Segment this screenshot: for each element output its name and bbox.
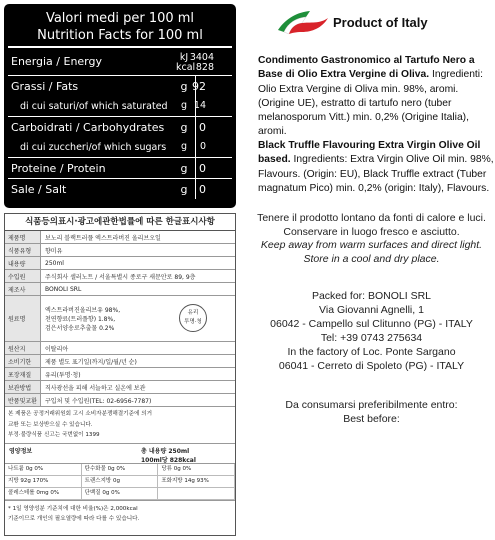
packer-line-5: In the factory of Loc. Ponte Sargano (287, 346, 456, 358)
nutrition-row-protein (4, 158, 236, 178)
nutrition-title-en: Nutrition Facts for 100 ml (37, 28, 203, 43)
product-name-en: Black Truffle Flavouring Extra Virgin Olive Oil based. (258, 140, 481, 166)
carbohydrates-value: 0 (199, 121, 206, 134)
energy-value-kcal: 828 (195, 62, 214, 73)
korean-value: 이탈리아 (45, 345, 69, 353)
korean-footnote-line: * 1일 영양성분 기준치에 대한 비율(%)은 2,000kcal (8, 505, 138, 512)
protein-unit: g (180, 162, 188, 175)
nutrition-row-salt (4, 179, 236, 199)
product-of-italy-text: Product of Italy (333, 15, 428, 30)
korean-notice-line: 교환 또는 보상받으실 수 있습니다. (8, 421, 93, 428)
recycle-mark-color: 투명·청 (184, 319, 202, 325)
korean-row-importer (5, 270, 235, 283)
carbohydrates-label: Carboidrati / Carbohydrates (11, 121, 165, 134)
korean-label-table (4, 213, 236, 536)
korean-nutrition-cell: 단백질 0g 0% (82, 488, 159, 500)
korean-label-title: 식품등의표시·광고에관한법률에 따른 한글표시사항 (5, 214, 235, 231)
korean-row-packaging (5, 368, 235, 381)
korean-nutrition-cell: 콜레스테롤 0mg 0% (5, 488, 82, 500)
korean-value: 보노리 블랙트러플 엑스트라버진 올리브오일 (45, 234, 161, 242)
italian-flag-icon (276, 6, 332, 42)
korean-ingredient: 천연향료(트러플향) 1.8%, (45, 316, 116, 323)
fats-unit: g (180, 80, 188, 93)
korean-key: 제조사 (5, 283, 41, 295)
korean-key: 보관방법 (5, 381, 41, 393)
nutrition-row-energy (4, 51, 236, 75)
korean-key: 원산지 (5, 342, 41, 354)
korean-key: 내용량 (5, 257, 41, 269)
korean-row-storage (5, 381, 235, 394)
protein-label: Proteine / Protein (11, 162, 106, 175)
nutrition-row-carbohydrates (4, 117, 236, 137)
energy-value-kj: 3404 (189, 52, 214, 63)
korean-nutrition-header (5, 444, 235, 464)
korean-ingredient: 검은서양송로추출물 0.2% (45, 325, 115, 332)
korean-nutrition-cell: 트랜스지방 0g (82, 476, 159, 488)
storage-instructions (248, 212, 495, 266)
korean-row-expiry (5, 355, 235, 368)
packer-line-2: Via Giovanni Agnelli, 1 (319, 304, 424, 316)
packer-info (248, 289, 495, 373)
packer-line-6: 06041 - Cerreto di Spoleto (PG) - ITALY (278, 360, 465, 372)
korean-value: 유리(투명·청) (45, 371, 81, 379)
salt-unit: g (180, 183, 188, 196)
sugars-unit: g (180, 141, 188, 152)
korean-value: 향미유 (45, 247, 63, 255)
ingredients-en: Ingredients: Extra Virgin Olive Oil min. 98%, Flavours. (Origin: EU), Black Truffle extract (Tuber magnatum Pico) min. 0,2% (origin: Italy), Flavours. (258, 154, 494, 194)
korean-value: 250ml (45, 259, 64, 267)
fats-label: Grassi / Fats (11, 80, 79, 93)
salt-value: 0 (199, 183, 206, 196)
saturated-label: di cui saturi/of which saturated (20, 101, 168, 112)
product-of-italy-badge (276, 6, 486, 42)
korean-value: 구입처 및 수입원(TEL: 02-6956-7787) (45, 397, 152, 405)
korean-value: 직사광선을 피해 서늘하고 실온에 보관 (45, 384, 146, 392)
storage-it-2: Conservare in luogo fresco e asciutto. (283, 225, 460, 238)
saturated-value: 14 (193, 100, 206, 111)
packer-line-1: Packed for: BONOLI SRL (311, 290, 432, 302)
description-italian (258, 54, 494, 140)
korean-key: 반품및교환 (5, 394, 41, 406)
carbohydrates-unit: g (180, 121, 188, 134)
protein-value: 0 (199, 162, 206, 175)
sugars-label: di cui zuccheri/of which sugars (20, 142, 167, 153)
storage-en-1: Keep away from warm surfaces and direct light. (260, 239, 483, 251)
korean-nutrition-cell: 포화지방 14g 93% (158, 476, 235, 488)
korean-nutrition-cell (158, 488, 235, 500)
saturated-unit: g (180, 100, 188, 111)
packer-line-4: Tel: +39 0743 275634 (320, 332, 423, 344)
fats-value: 92 (192, 80, 206, 93)
korean-value: BONOLI SRL (45, 285, 82, 293)
korean-row-returns (5, 394, 235, 407)
korean-nutrition-per: 100ml당 828kcal (141, 456, 196, 464)
energy-values (190, 53, 214, 73)
storage-en-2: Store in a cool and dry place. (303, 252, 440, 265)
korean-key: 소비기한 (5, 355, 41, 367)
korean-notice-line: 본 제품은 공정거래위원회 고시 소비자분쟁해결기준에 의거 (8, 411, 152, 417)
recycle-mark-material: 유리 (187, 310, 199, 316)
best-before (248, 398, 495, 426)
nutrition-facts-panel (4, 4, 236, 208)
korean-row-product-name (5, 231, 235, 244)
korean-row-ingredients (5, 296, 235, 342)
korean-nutrition-grid (5, 464, 235, 501)
energy-unit-kcal: kcal (176, 62, 196, 73)
korean-row-manufacturer (5, 283, 235, 296)
best-before-en: Best before: (343, 413, 400, 425)
best-before-it: Da consumarsi preferibilmente entro: (285, 399, 458, 411)
korean-key: 수입원 (5, 270, 41, 282)
nutrition-row-sugars (4, 137, 236, 157)
korean-key: 제품명 (5, 231, 41, 243)
korean-value: 주식회사 셀러노트 / 서울특별시 종로구 새문안로 89, 9층 (45, 273, 196, 281)
korean-nutrition-total: 총 내용량 250ml (141, 447, 190, 455)
nutrition-header (4, 4, 236, 46)
korean-row-food-type (5, 244, 235, 257)
packer-line-3: 06042 - Campello sul Clitunno (PG) - ITALY (270, 318, 473, 330)
korean-key: 식품유형 (5, 244, 41, 256)
recycle-mark-icon (179, 304, 207, 332)
salt-label: Sale / Salt (11, 183, 67, 196)
energy-unit-kj: kJ (179, 52, 189, 63)
korean-nutrition-cell: 지방 92g 170% (5, 476, 82, 488)
korean-row-content (5, 257, 235, 270)
nutrition-title-it: Valori medi per 100 ml (45, 11, 195, 26)
ingredients-it: Ingredienti: Olio Extra Vergine di Oliva min. 98%, aromi. (Origine UE), estratto di tartufo nero (tuber melanosporum Vitt.) min. 0,2% (Origine Italia), aromi. (258, 69, 483, 138)
storage-it-1: Tenere il prodotto lontano da fonti di calore e luci. (257, 212, 486, 224)
korean-nutrition-cell: 나트륨 0g 0% (5, 464, 82, 476)
korean-footnote (5, 501, 235, 527)
energy-label: Energia / Energy (11, 55, 103, 68)
korean-ingredient: 엑스트라버진올리브유 98%, (45, 307, 121, 314)
korean-nutrition-cell: 탄수화물 0g 0% (82, 464, 159, 476)
korean-nutrition-title: 영양정보 (9, 447, 33, 455)
nutrition-row-saturated (4, 96, 236, 116)
sugars-value: 0 (199, 141, 206, 152)
korean-value: 제품 별도 표기일(까지/일/월/년 순) (45, 358, 137, 366)
korean-key: 포장재질 (5, 368, 41, 380)
description-english (258, 139, 494, 196)
korean-nutrition-cell: 당류 0g 0% (158, 464, 235, 476)
korean-row-origin (5, 342, 235, 355)
korean-footnote-line: 기준이므로 개인의 필요열량에 따라 다를 수 있습니다. (8, 515, 140, 522)
korean-notice-line: 부정·불량식품 신고는 국번없이 1399 (8, 432, 100, 438)
korean-key: 원료명 (5, 296, 41, 341)
nutrition-row-fats (4, 76, 236, 96)
korean-notice (5, 407, 235, 444)
product-name-it: Condimento Gastronomico al Tartufo Nero a Base di Olio Extra Vergine di Oliva. (258, 55, 475, 81)
